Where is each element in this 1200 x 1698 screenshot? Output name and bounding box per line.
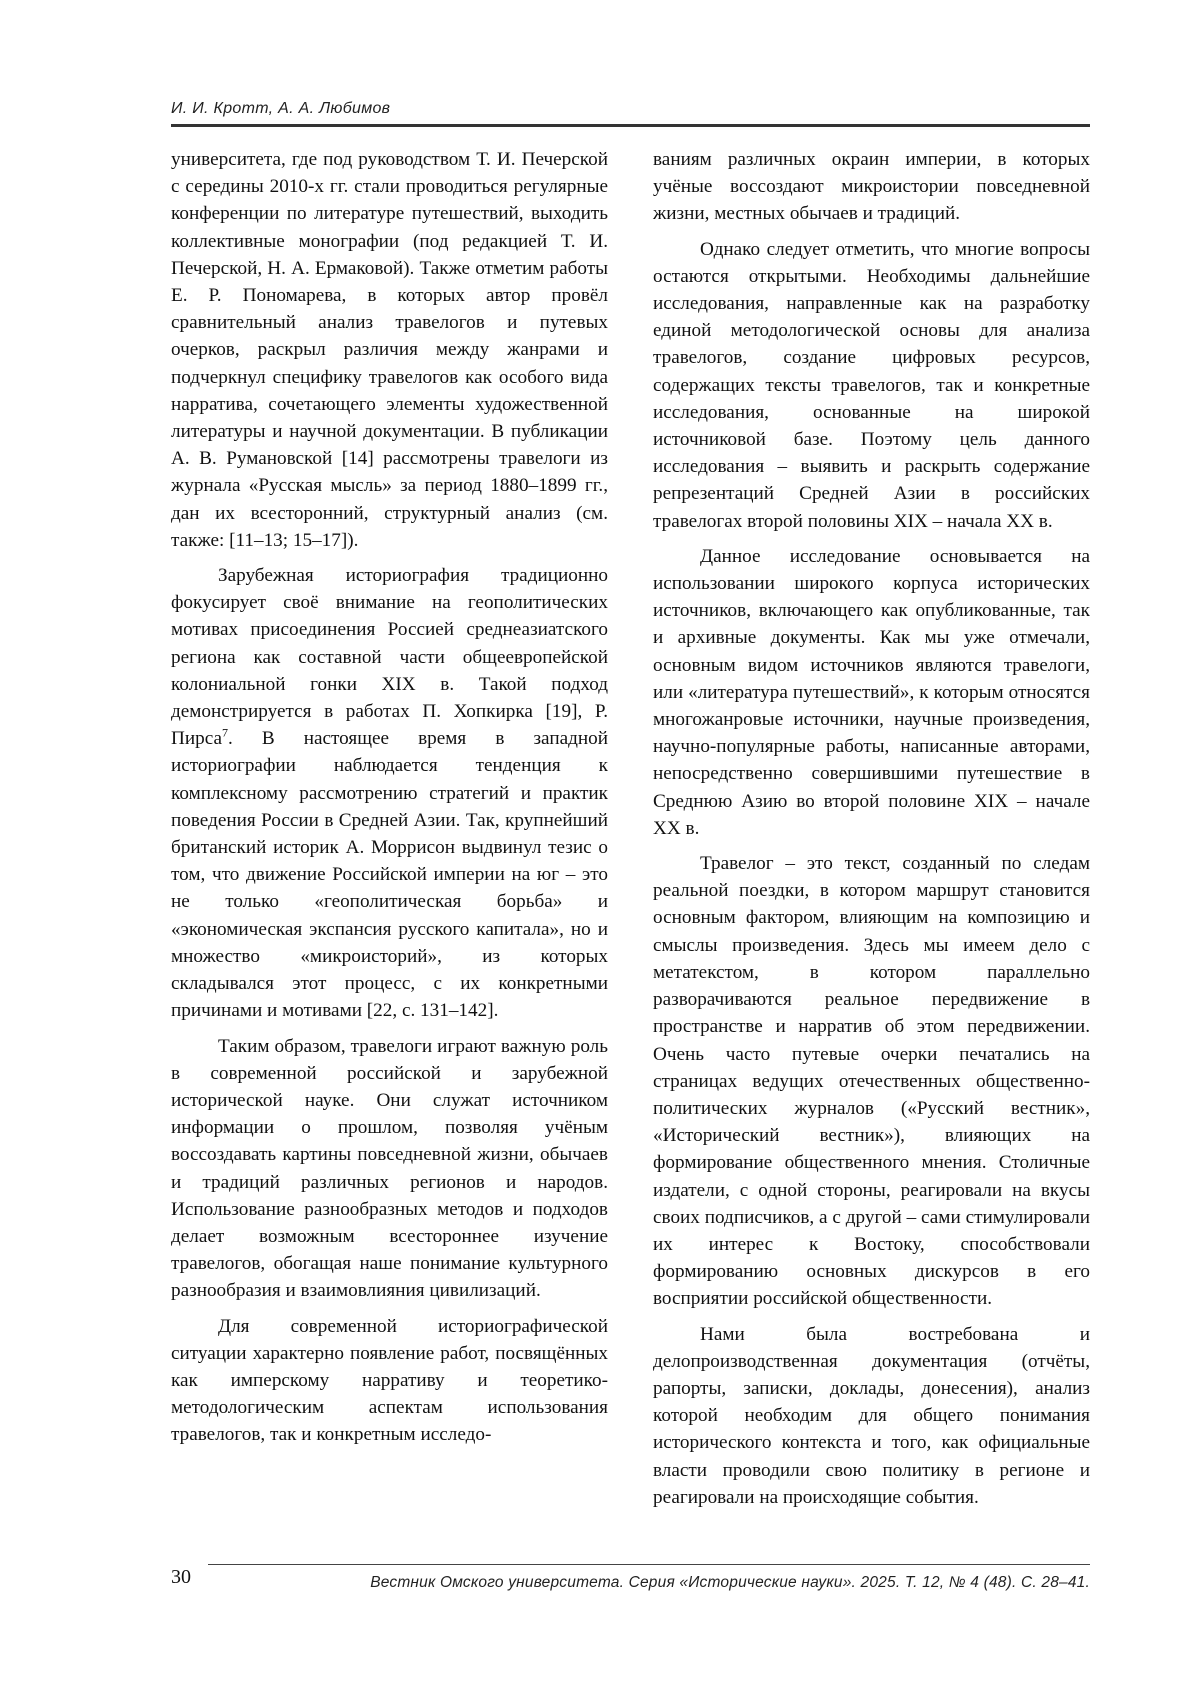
paragraph: Нами была востребована и делопроизводственная документация (отчёты, рапорты, записки, доклады, донесения), анализ которой необходим для общего понимания исторического контекста и того, как официальные власти проводили свою политику в регионе и реагировали на происходящие события. <box>653 1323 1090 1508</box>
left-text-column <box>171 146 608 1449</box>
header-divider <box>171 124 1090 127</box>
journal-citation: Вестник Омского университета. Серия «Исторические науки». 2025. Т. 12, № 4 (48). С. 28–41. <box>370 1574 1090 1591</box>
page-number: 30 <box>171 1566 191 1588</box>
running-header-authors: И. И. Кротт, А. А. Любимов <box>171 100 391 117</box>
paragraph: Травелог – это текст, созданный по следам реальной поездки, в котором маршрут становится основным фактором, влияющим на композицию и смыслы произведения. Здесь мы имеем дело с метатекстом, в котором параллельно разворачиваются реальное передвижение в пространстве и нарратив об этом передвижении. Очень часто путевые очерки печатались на страницах ведущих отечественных общественно-политических журналов («Русский вестник», «Исторический вестник»), влияющих на формирование общественного мнения. Столичные издатели, с одной стороны, реагировали на вкусы своих подписчиков, а с другой – сами стимулировали их интерес к Востоку, способствовали формированию основных дискурсов в его восприятии российской общественности. <box>653 853 1090 1310</box>
paragraph: университета, где под руководством Т. И. Печерской с середины 2010-х гг. стали проводиться регулярные конференции по литературе путешествий, выходить коллективные монографии (под редакцией Т. И. Печерской, Н. А. Ермаковой). Также отметим работы Е. Р. Пономарева, в которых автор провёл сравнительный анализ травелогов и путевых очерков, раскрыл различия между жанрами и подчеркнул специфику травелогов как особого вида нарратива, сочетающего элементы художественной литературы и научной документации. В публикации А. В. Румановской [14] рассмотрены травелоги из журнала «Русская мысль» за период 1880–1899 гг., дан их всесторонний, структурный анализ (см. также: [11–13; 15–17]). <box>171 149 608 551</box>
right-text-column <box>653 146 1090 1511</box>
paragraph: Однако следует отметить, что многие вопросы остаются открытыми. Необходимы дальнейшие исследования, направленные как на разработку единой методологической основы для анализа травелогов, создание цифровых ресурсов, содержащих тексты травелогов, так и конкретные исследования, основанные на широкой источниковой базе. Поэтому цель данного исследования – выявить и раскрыть содержание репрезентаций Средней Азии в российских травелогах второй половины XIX – начала XX в. <box>653 238 1090 532</box>
footnote-marker[interactable]: 7 <box>222 725 228 740</box>
paragraph-foreign-historiography <box>171 562 608 1024</box>
paragraph: Для современной историографической ситуации характерно появление работ, посвящённых как имперскому нарративу и теоретико-методологическим аспектам использования травелогов, так и конкретным исследо- <box>171 1315 608 1446</box>
paragraph: Таким образом, травелоги играют важную роль в современной российской и зарубежной исторической науке. Они служат источником информации о прошлом, позволяя учёным воссоздавать картины повседневной жизни, обычаев и традиций различных регионов и народов. Использование разнообразных методов и подходов делает возможным всестороннее изучение травелогов, обогащая наше понимание культурного разнообразия и взаимовлияния цивилизаций. <box>171 1035 608 1302</box>
paragraph: Данное исследование основывается на использовании широкого корпуса исторических источников, включающего как опубликованные, так и архивные документы. Как мы уже отмечали, основным видом источников являются травелоги, или «литература путешествий», к которым относятся многожанровые источники, научные произведения, научно-популярные работы, написанные авторами, непосредственно совершившими путешествие в Среднюю Азию во второй половине XIX – начале XX в. <box>653 545 1090 839</box>
paragraph: ваниям различных окраин империи, в которых учёные воссоздают микроистории повседневной жизни, местных обычаев и традиций. <box>653 149 1090 225</box>
footer-divider <box>208 1564 1090 1565</box>
paragraph-text: . В настоящее время в западной историографии наблюдается тенденция к комплексному рассмотрению стратегий и практик поведения России в Средней Азии. Так, крупнейший британский историк А. Моррисон выдвинул тезис о том, что движение Российской империи на юг – это не только «геополитическая борьба» и «экономическая экспансия русского капитала», но и множество «микроисторий», из которых складывался этот процесс, с их конкретными причинами и мотивами [22, с. 131–142]. <box>171 728 608 1022</box>
paragraph-text: Зарубежная историография традиционно фокусирует своё внимание на геополитических мотивах присоединения Россией среднеазиатского региона как составной части общеевропейской колониальной гонки XIX в. Такой подход демонстрируется в работах П. Хопкирка [19], Р. Пирса <box>171 565 608 750</box>
